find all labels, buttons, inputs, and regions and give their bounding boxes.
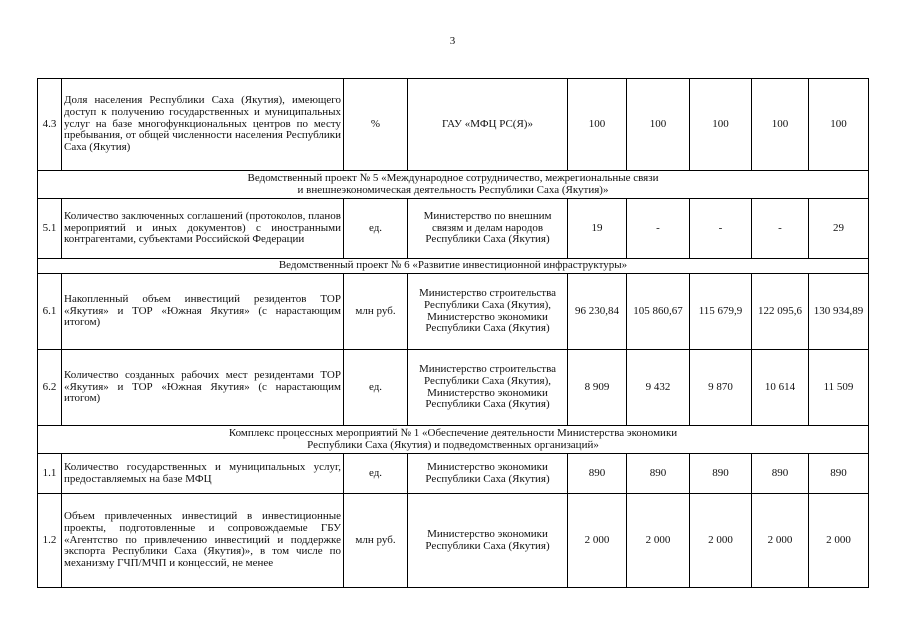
value-cell: 9 870 (690, 350, 752, 426)
section-title-line: Ведомственный проект № 5 «Международное сотрудничество, межрегиональные связи (247, 171, 659, 184)
table-row (38, 350, 869, 426)
table-row (38, 199, 869, 259)
value-cell: - (627, 199, 690, 259)
section-title-line: Ведомственный проект № 6 «Развитие инвестиционной инфраструктуры» (278, 259, 628, 272)
value-cell: 2 000 (690, 494, 752, 588)
row-number: 6.1 (38, 274, 62, 350)
value-cell: 100 (809, 79, 869, 171)
value-cell: 2 000 (568, 494, 627, 588)
value-cell: 890 (752, 454, 809, 494)
value-cell: 11 509 (809, 350, 869, 426)
value-cell: 9 432 (627, 350, 690, 426)
value-cell: 122 095,6 (752, 274, 809, 350)
indicator-name: Накопленный объем инвестиций резидентов ТОР «Якутия» и ТОР «Южная Якутия» (с нарастающим итогом) (62, 274, 344, 350)
unit: ед. (344, 350, 408, 426)
table-row (38, 274, 869, 350)
value-cell: 96 230,84 (568, 274, 627, 350)
value-cell: 19 (568, 199, 627, 259)
row-number: 6.2 (38, 350, 62, 426)
value-cell: 100 (627, 79, 690, 171)
unit: ед. (344, 454, 408, 494)
responsible: Министерство по внешним связям и делам народов Республики Саха (Якутия) (408, 199, 568, 259)
value-cell: 100 (752, 79, 809, 171)
value-cell: 100 (690, 79, 752, 171)
value-cell: 2 000 (627, 494, 690, 588)
row-number: 1.1 (38, 454, 62, 494)
indicator-name: Количество заключенных соглашений (протоколов, планов мероприятий и иных документов) с иностранными контрагентами, субъектами Российской Федерации (62, 199, 344, 259)
page-number: 3 (449, 35, 456, 47)
section-title-line: и внешнеэкономическая деятельность Республики Саха (Якутия)» (297, 183, 609, 196)
value-cell: - (690, 199, 752, 259)
value-cell: 890 (690, 454, 752, 494)
section-header-row (38, 171, 869, 199)
section-header-row (38, 426, 869, 454)
indicators-table (37, 78, 869, 588)
unit: % (344, 79, 408, 171)
section-title (38, 259, 869, 274)
row-number: 4.3 (38, 79, 62, 171)
section-title-line: Республики Саха (Якутия) и подведомственных организаций» (307, 438, 599, 451)
unit: ед. (344, 199, 408, 259)
table-row (38, 79, 869, 171)
responsible: Министерство строительства Республики Саха (Якутия), Министерство экономики Республики Саха (Якутия) (408, 350, 568, 426)
value-cell: 8 909 (568, 350, 627, 426)
section-header-row (38, 259, 869, 274)
value-cell: 890 (627, 454, 690, 494)
value-cell: 130 934,89 (809, 274, 869, 350)
row-number: 1.2 (38, 494, 62, 588)
row-number: 5.1 (38, 199, 62, 259)
indicator-name: Доля населения Республики Саха (Якутия), имеющего доступ к получению государственных и муниципальных услуг на базе многофункциональных центров по месту пребывания, от общей численности населения Республики Саха (Якутия) (62, 79, 344, 171)
value-cell: 105 860,67 (627, 274, 690, 350)
section-title-line: Комплекс процессных мероприятий № 1 «Обеспечение деятельности Министерства экономики (228, 426, 678, 439)
responsible: Министерство экономики Республики Саха (Якутия) (408, 494, 568, 588)
unit: млн руб. (344, 494, 408, 588)
value-cell: 2 000 (809, 494, 869, 588)
table-row (38, 454, 869, 494)
indicator-name: Количество созданных рабочих мест резидентами ТОР «Якутия» и ТОР «Южная Якутия» (с нарастающим итогом) (62, 350, 344, 426)
value-cell: 890 (809, 454, 869, 494)
value-cell: 115 679,9 (690, 274, 752, 350)
value-cell: 2 000 (752, 494, 809, 588)
table-row (38, 494, 869, 588)
section-title (38, 171, 869, 199)
value-cell: - (752, 199, 809, 259)
value-cell: 100 (568, 79, 627, 171)
indicator-name: Объем привлеченных инвестиций в инвестиционные проекты, подготовленные и сопровождаемые ГБУ «Агентство по привлечению инвестиций и поддержке экспорта Республики Саха (Якутия)», в том числе по механизму ГЧП/МЧП и концессий, не менее (62, 494, 344, 588)
value-cell: 29 (809, 199, 869, 259)
value-cell: 10 614 (752, 350, 809, 426)
indicator-name: Количество государственных и муниципальных услуг, предоставляемых на базе МФЦ (62, 454, 344, 494)
responsible: ГАУ «МФЦ РС(Я)» (408, 79, 568, 171)
section-title (38, 426, 869, 454)
responsible: Министерство экономики Республики Саха (Якутия) (408, 454, 568, 494)
value-cell: 890 (568, 454, 627, 494)
unit: млн руб. (344, 274, 408, 350)
responsible: Министерство строительства Республики Саха (Якутия), Министерство экономики Республики Саха (Якутия) (408, 274, 568, 350)
